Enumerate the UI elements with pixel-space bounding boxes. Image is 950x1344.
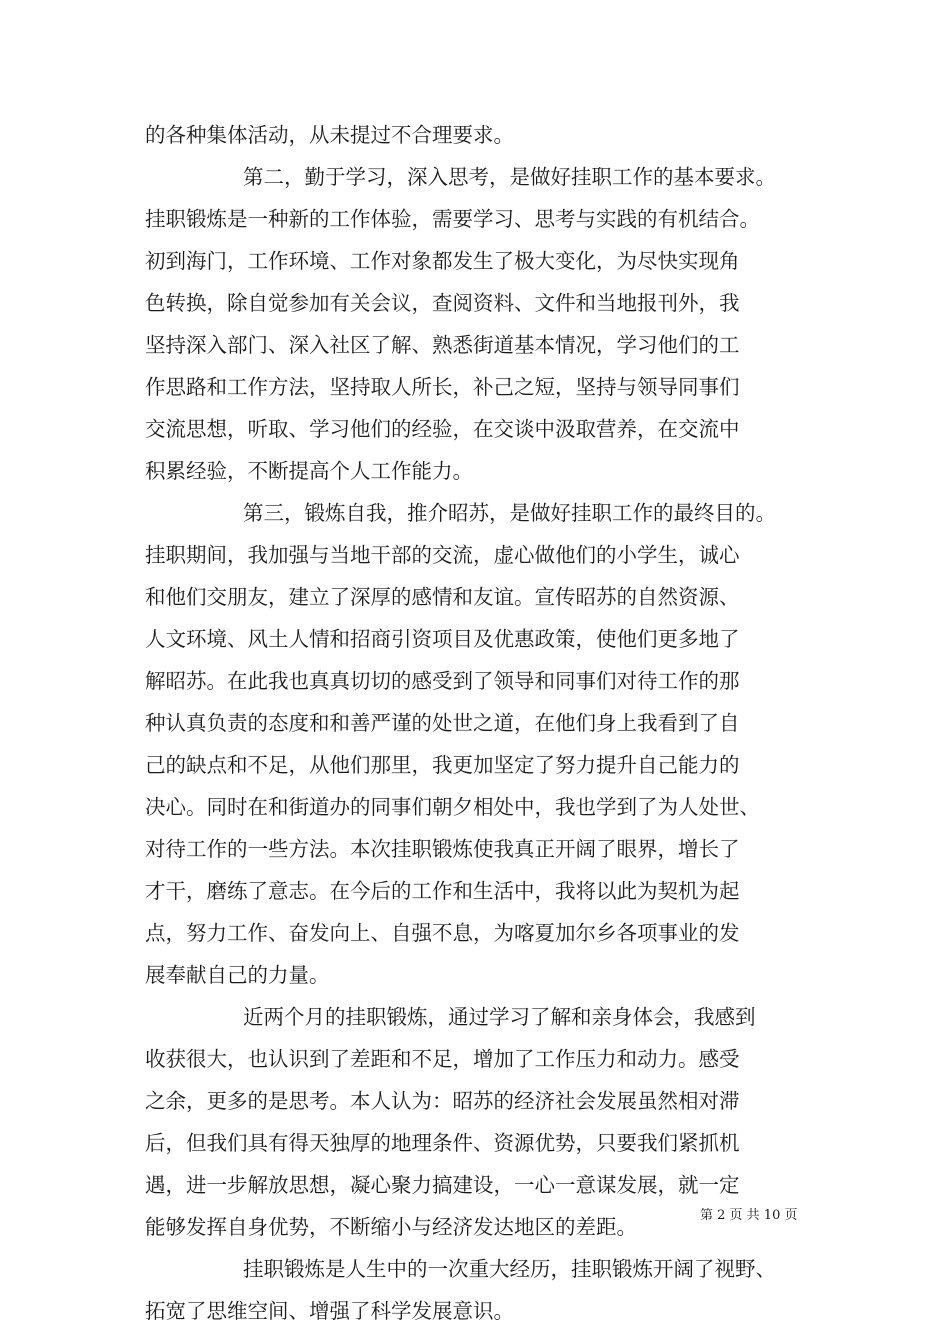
paragraph-first-line: 近两个月的挂职锻炼，通过学习了解和亲身体会，我感到 [243,1005,756,1029]
text-line: 坚持深入部门、深入社区了解、熟悉街道基本情况，学习他们的工 [145,333,740,357]
text-line: 和他们交朋友，建立了深厚的感情和友谊。宣传昭苏的自然资源、 [145,585,740,609]
document-body [145,114,835,1332]
text-line: 拓宽了思维空间、增强了科学发展意识。 [145,1299,514,1323]
text-line: 收获很大，也认识到了差距和不足，增加了工作压力和动力。感受 [145,1047,740,1071]
text-line: 对待工作的一些方法。本次挂职锻炼使我真正开阔了眼界，增长了 [145,837,740,861]
text-line: 点，努力工作、奋发向上、自强不息，为喀夏加尔乡各项事业的发 [145,921,740,945]
text-line: 种认真负责的态度和和善严谨的处世之道，在他们身上我看到了自 [145,711,740,735]
text-line: 才干，磨练了意志。在今后的工作和生活中，我将以此为契机为起 [145,879,740,903]
paragraph-first-line: 挂职锻炼是人生中的一次重大经历，挂职锻炼开阔了视野、 [243,1257,776,1281]
text-line: 交流思想，听取、学习他们的经验，在交谈中汲取营养，在交流中 [145,417,740,441]
text-line: 遇，进一步解放思想，凝心聚力搞建设，一心一意谋发展，就一定 [145,1173,740,1197]
page-number-footer: 第 2 页 共 10 页 [700,1208,798,1223]
text-line: 积累经验，不断提高个人工作能力。 [145,459,473,483]
text-line: 色转换，除自觉参加有关会议，查阅资料、文件和当地报刊外，我 [145,291,740,315]
text-line: 人文环境、风土人情和招商引资项目及优惠政策，使他们更多地了 [145,627,740,651]
text-line: 后，但我们具有得天独厚的地理条件、资源优势，只要我们紧抓机 [145,1131,740,1155]
text-line: 的各种集体活动，从未提过不合理要求。 [145,123,514,147]
text-line: 展奉献自己的力量。 [145,963,330,987]
text-line: 己的缺点和不足，从他们那里，我更加坚定了努力提升自己能力的 [145,753,740,777]
text-line: 决心。同时在和街道办的同事们朝夕相处中，我也学到了为人处世、 [145,795,760,819]
text-line: 能够发挥自身优势，不断缩小与经济发达地区的差距。 [145,1215,637,1239]
text-line: 解昭苏。在此我也真真切切的感受到了领导和同事们对待工作的那 [145,669,740,693]
text-line: 作思路和工作方法，坚持取人所长，补己之短，坚持与领导同事们 [145,375,740,399]
paragraph-first-line: 第三，锻炼自我，推介昭苏，是做好挂职工作的最终目的。 [243,501,776,525]
text-line: 初到海门，工作环境、工作对象都发生了极大变化，为尽快实现角 [145,249,740,273]
paragraph-first-line: 第二，勤于学习，深入思考，是做好挂职工作的基本要求。 [243,165,776,189]
text-line: 之余，更多的是思考。本人认为：昭苏的经济社会发展虽然相对滞 [145,1089,740,1113]
text-line: 挂职期间，我加强与当地干部的交流，虚心做他们的小学生，诚心 [145,543,740,567]
text-line: 挂职锻炼是一种新的工作体验，需要学习、思考与实践的有机结合。 [145,207,760,231]
